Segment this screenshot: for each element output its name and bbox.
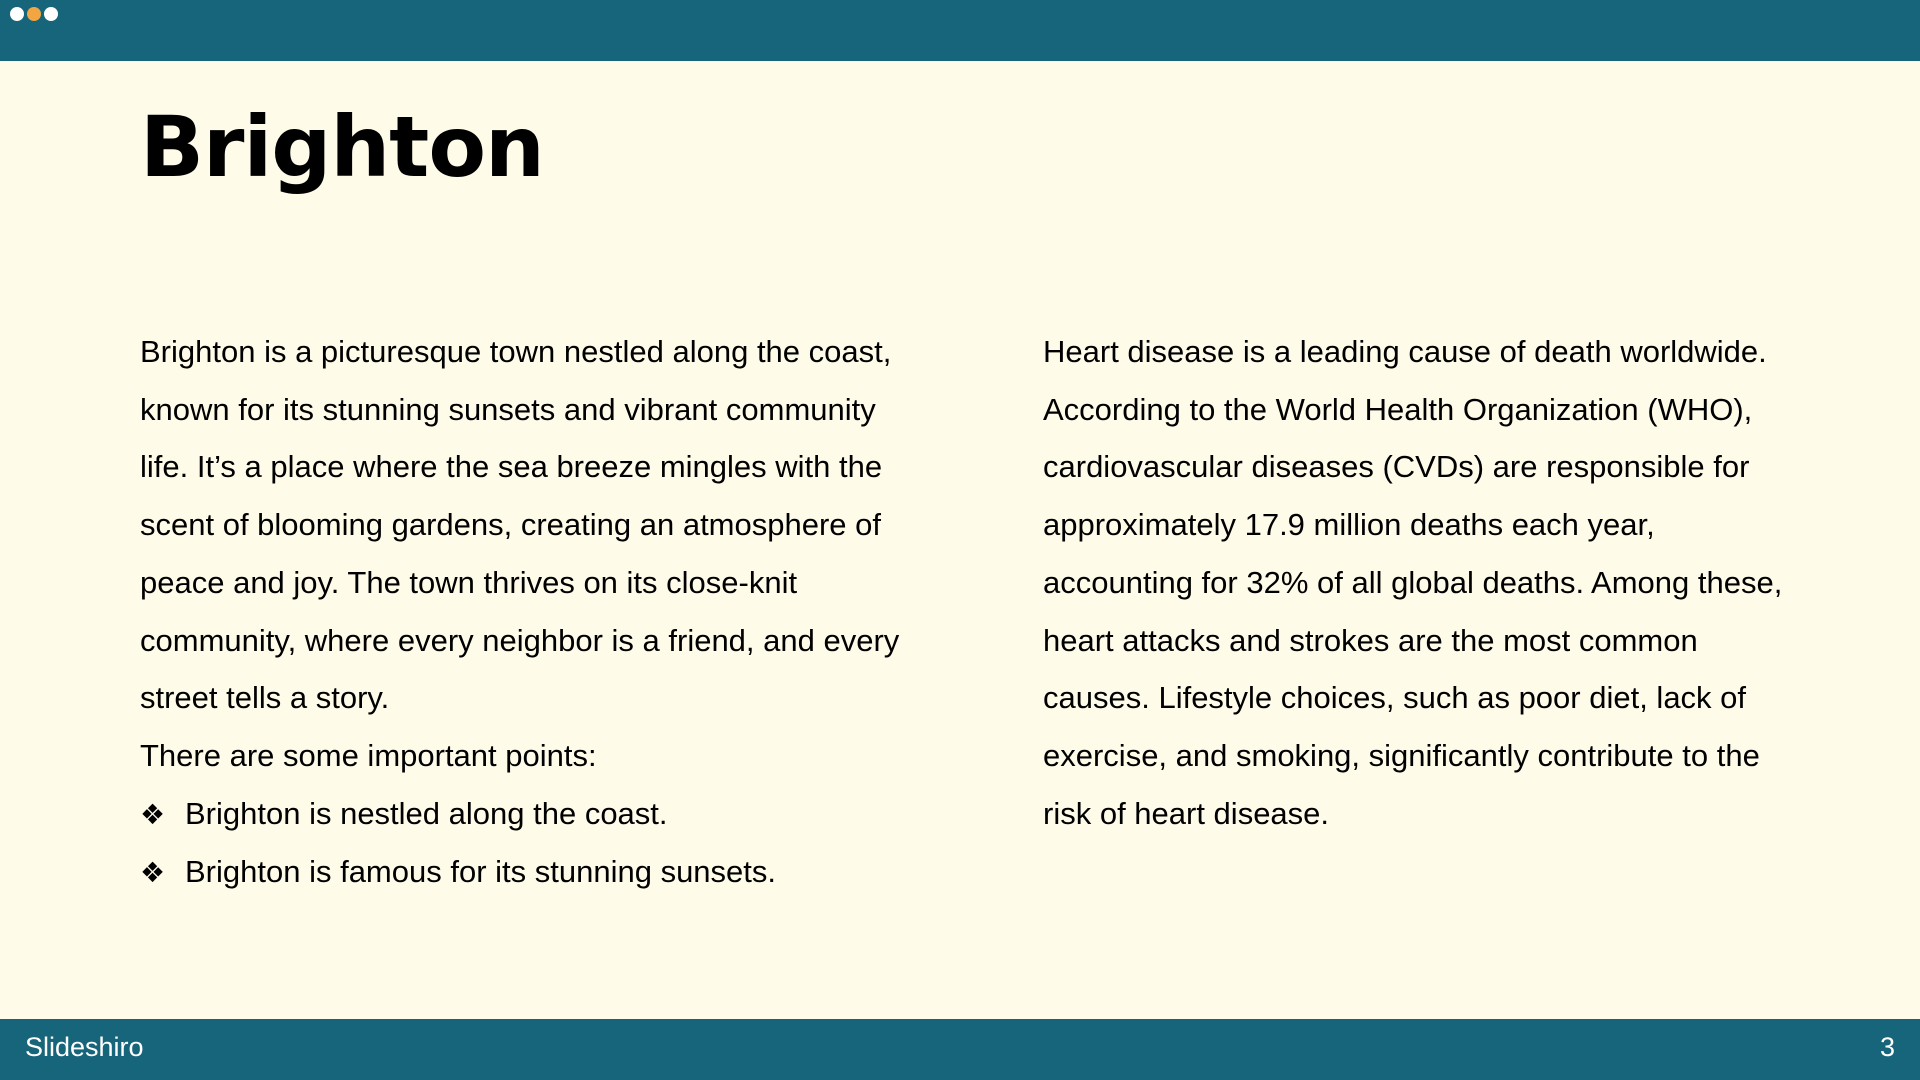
window-dots — [10, 7, 58, 21]
bullet-item — [140, 843, 900, 902]
bullet-text: Brighton is nestled along the coast. — [185, 795, 668, 831]
dot-icon-1 — [10, 7, 24, 21]
bullet-list — [140, 785, 900, 902]
bullets-intro: There are some important points: — [140, 737, 597, 773]
top-bar — [0, 0, 1920, 61]
page-number: 3 — [1879, 1032, 1895, 1062]
dot-icon-2 — [27, 7, 41, 21]
right-paragraph: Heart disease is a leading cause of death worldwide. According to the World Health Organization (WHO), cardiovascular diseases (CVDs) are responsible for approximately 17.9 million deaths each year, accounting for 32% of all global deaths. Among these, heart attacks and strokes are the most common causes. Lifestyle choices, such as poor diet, lack of exercise, and smoking, significantly contribute to the risk of heart disease. — [1043, 334, 1783, 831]
bullet-item — [140, 785, 900, 844]
right-column — [1043, 323, 1803, 842]
diamond-bullet-icon: ❖ — [140, 856, 166, 890]
left-column — [140, 323, 900, 902]
bullet-text: Brighton is famous for its stunning sunsets. — [185, 854, 777, 890]
footer-bar — [0, 1019, 1920, 1080]
diamond-bullet-icon: ❖ — [140, 797, 166, 831]
dot-icon-3 — [44, 7, 58, 21]
footer-brand: Slideshiro — [25, 1032, 144, 1062]
left-paragraph: Brighton is a picturesque town nestled along the coast, known for its stunning sunsets and vibrant community life. It’s a place where the sea breeze mingles with the scent of blooming gardens, creating an atmosphere of peace and joy. The town thrives on its close-knit community, where every neighbor is a friend, and every street tells a story. — [140, 334, 900, 716]
slide-title: Brighton — [140, 98, 544, 196]
